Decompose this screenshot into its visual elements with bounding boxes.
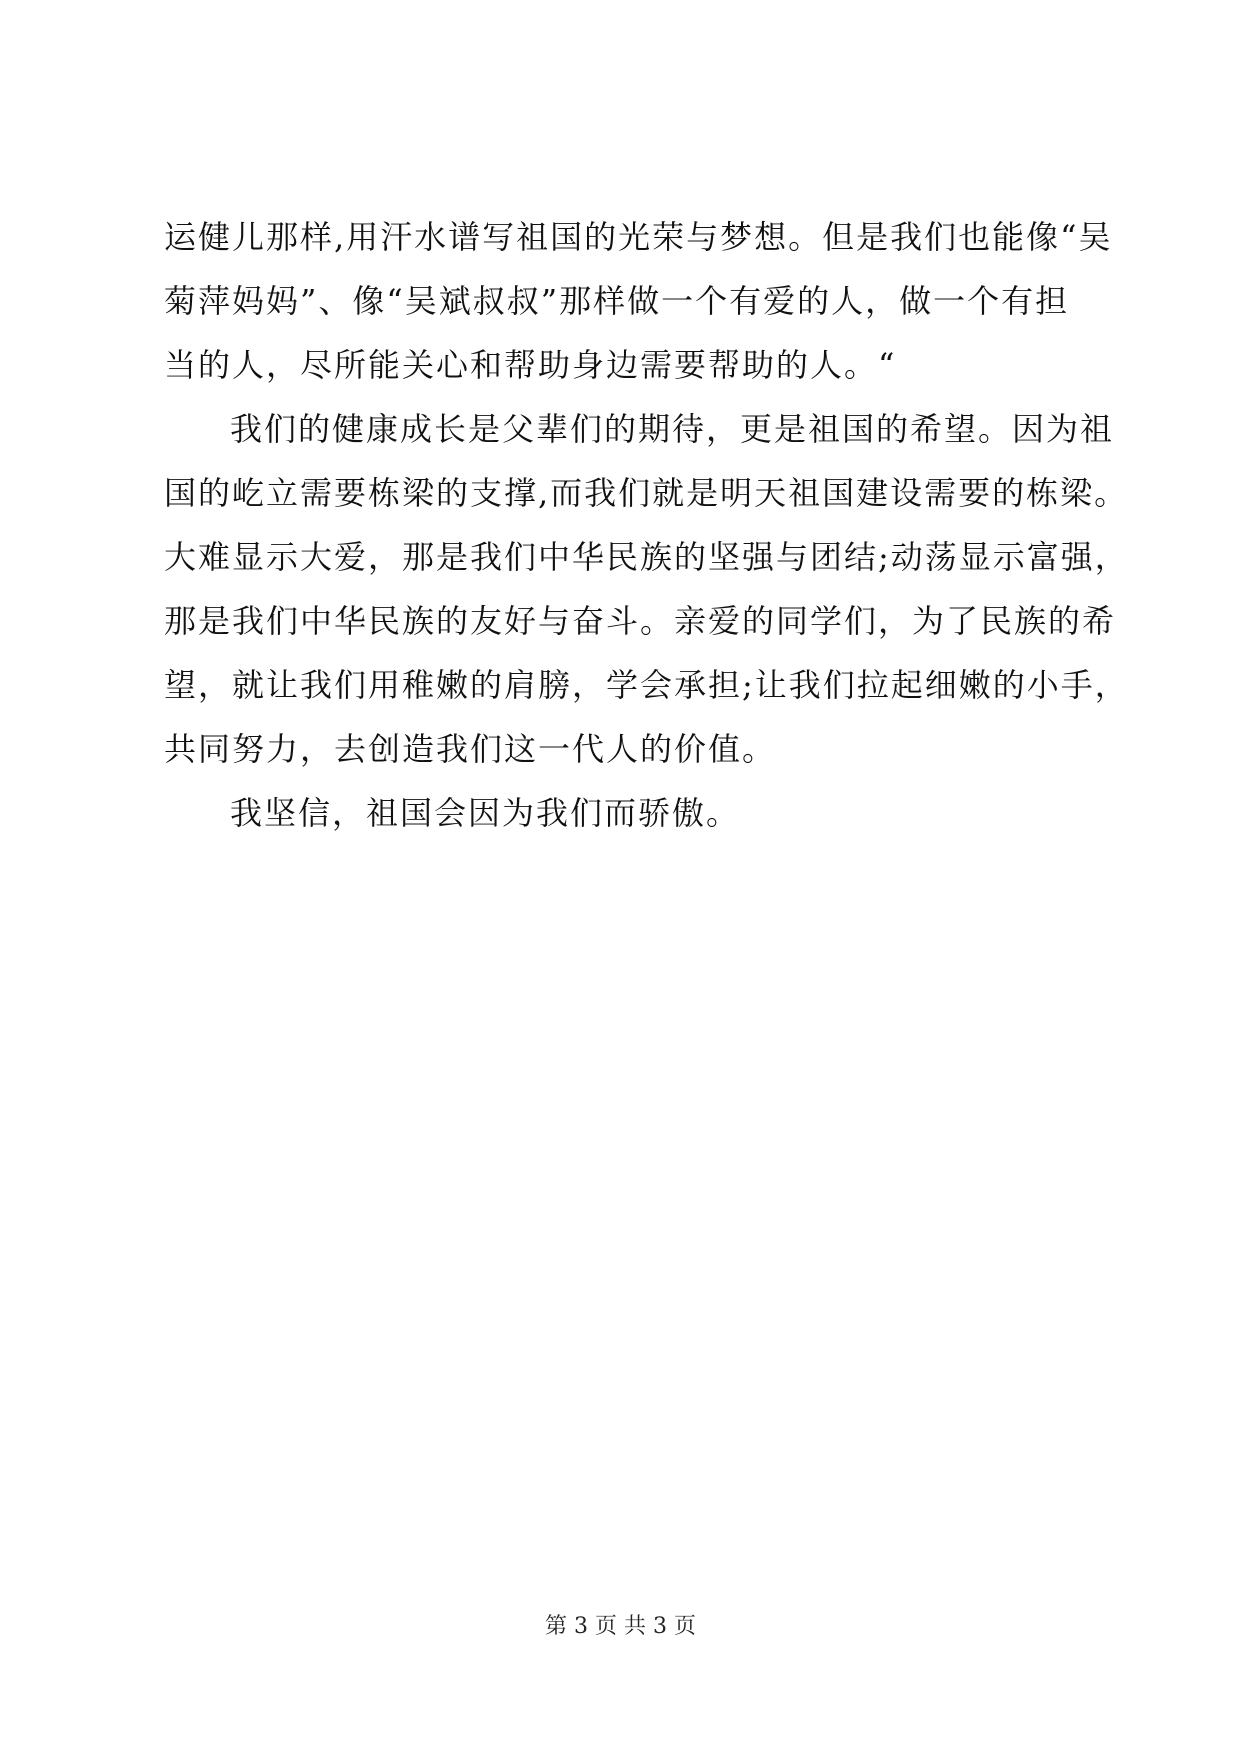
- body-line: 运健儿那样,用汗水谱写祖国的光荣与梦想。但是我们也能像“吴: [164, 218, 1113, 256]
- body-line: 那是我们中华民族的友好与奋斗。亲爱的同学们，为了民族的希: [164, 602, 1117, 640]
- body-line: 菊萍妈妈”、像“吴斌叔叔”那样做一个有爱的人，做一个有担: [164, 282, 1070, 320]
- body-line: 我坚信，祖国会因为我们而骄傲。: [230, 794, 741, 832]
- page-number-footer: 第 3 页 共 3 页: [545, 1614, 696, 1639]
- body-line: 大难显示大爱，那是我们中华民族的坚强与团结;动荡显示富强，: [164, 538, 1129, 576]
- body-line: 望，就让我们用稚嫩的肩膀，学会承担;让我们拉起细嫩的小手，: [164, 666, 1129, 704]
- body-line: 我们的健康成长是父辈们的期待，更是祖国的希望。因为祖: [230, 410, 1115, 448]
- document-body: [164, 205, 1129, 845]
- body-line: 国的屹立需要栋梁的支撑,而我们就是明天祖国建设需要的栋梁。: [164, 474, 1129, 512]
- body-line: 共同努力，去创造我们这一代人的价值。: [164, 730, 777, 768]
- body-line: 当的人，尽所能关心和帮助身边需要帮助的人。“: [164, 346, 897, 384]
